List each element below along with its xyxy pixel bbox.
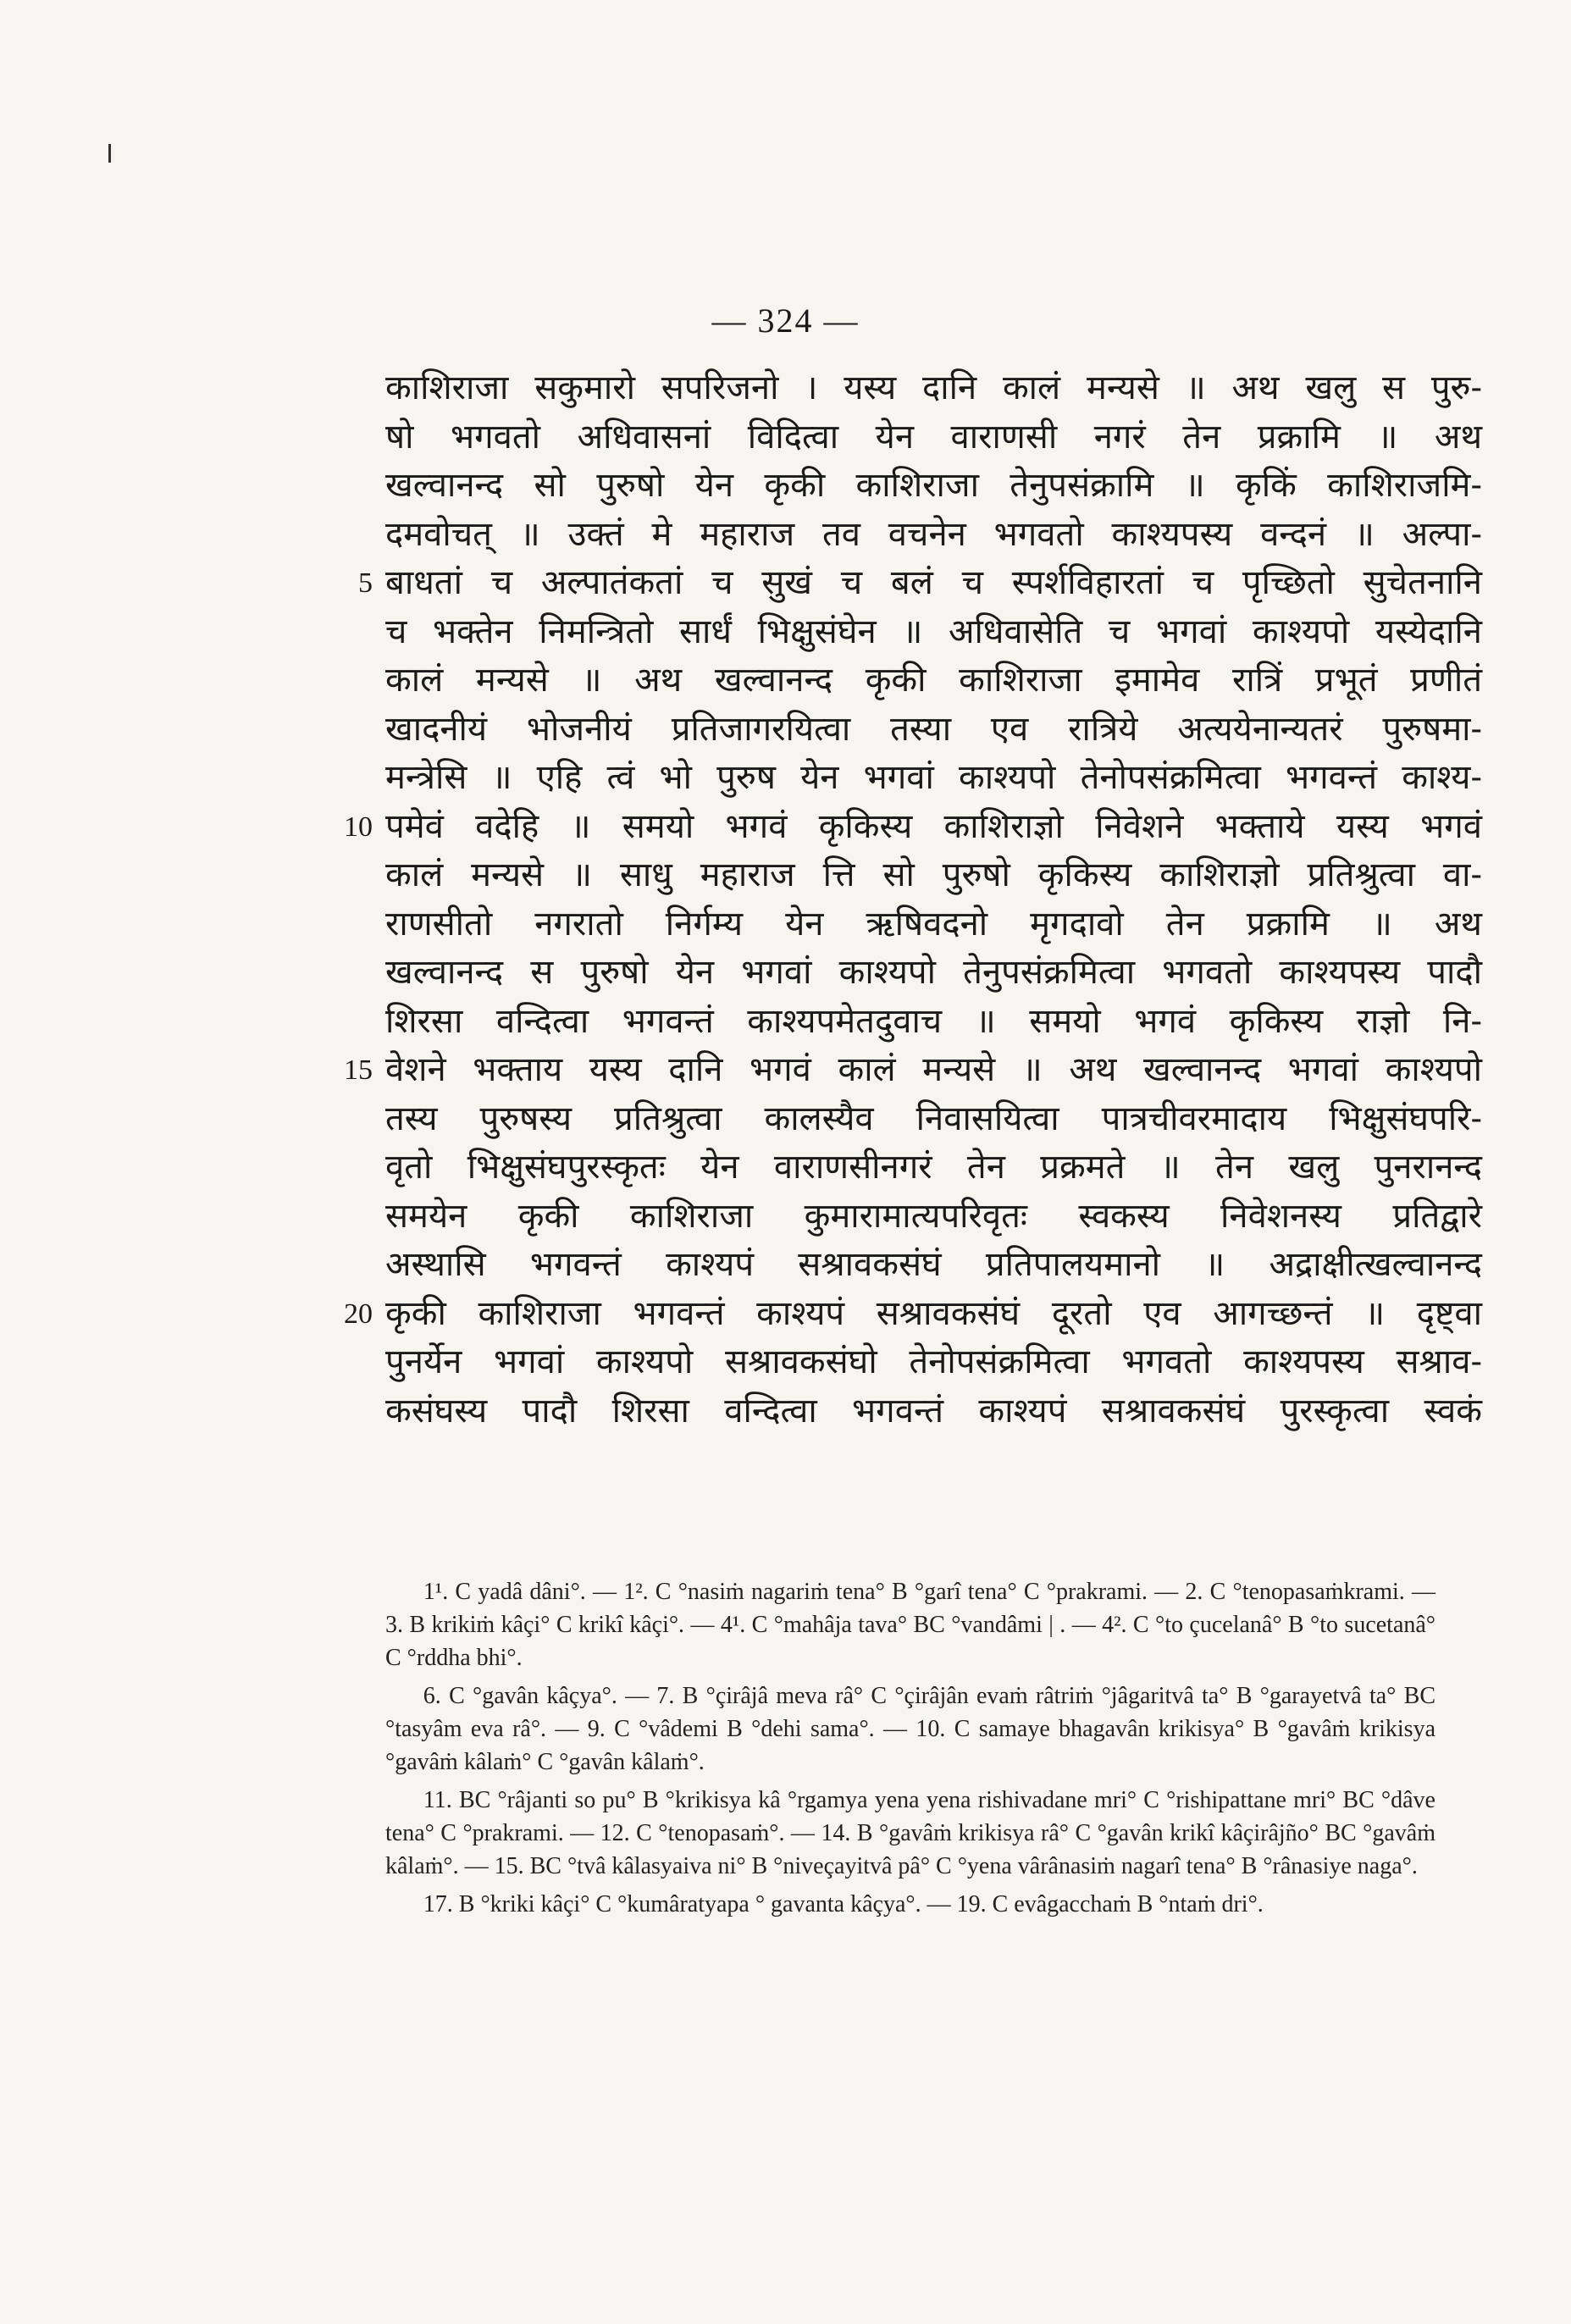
text-line [385, 1192, 1482, 1242]
footnote-paragraph: 1¹. C yadâ dâni°. — 1². C °nasiṁ nagariṁ tena° B °garî tena° C °prakrami. — 2. C °tenopasaṁkrami. — 3. B krikiṁ kâçi° C krikî kâçi°. — 4¹. C °mahâja tava° BC °vandâmi | . — 4². C °to çucelanâ° B °to sucetanâ° C °rddha bhi°. [385, 1579, 1435, 1671]
text-line [344, 803, 1482, 852]
text-line [385, 462, 1482, 511]
margin-speck [108, 144, 111, 163]
line-text: शिरसा वन्दित्वा भगवन्तं काश्यपमेतदुवाच ॥ समयो भगवं कृकिस्य राज्ञो नि- [385, 1001, 1482, 1041]
line-text: बाधतां च अल्पातंकतां च सुखं च बलं च स्पर्शविहारतां च पृच्छितो सुचेतनानि [385, 563, 1482, 602]
line-text: कालं मन्यसे ॥ अथ खल्वानन्द कृकी काशिराजा इमामेव रात्रिं प्रभूतं प्रणीतं [385, 661, 1482, 700]
line-text: षो भगवतो अधिवासनां विदित्वा येन वाराणसी नगरं तेन प्रक्रामि ॥ अथ [385, 417, 1482, 456]
text-line [385, 1338, 1482, 1387]
text-line [344, 1290, 1482, 1339]
text-line [385, 413, 1482, 462]
text-line [358, 559, 1482, 608]
line-text: पमेवं वदेहि ॥ समयो भगवं कृकिस्य काशिराज्ञो निवेशने भक्ताये यस्य भगवं [385, 806, 1482, 846]
text-line [385, 364, 1482, 413]
text-line [385, 998, 1482, 1047]
text-line [385, 754, 1482, 803]
line-text: खल्वानन्द सो पुरुषो येन कृकी काशिराजा तेनुपसंक्रामि ॥ कृकिं काशिराजमि- [385, 466, 1482, 505]
footnote-paragraph: 17. B °kriki kâçi° C °kumâratyapa ° gavanta kâçya°. — 19. C evâgacchaṁ B °ntaṁ dri°. [423, 1891, 1264, 1917]
text-line [385, 511, 1482, 560]
footnote-paragraph: 11. BC °râjanti so pu° B °krikisya kâ °rgamya yena yena rishivadane mri° C °rishipattane mri° BC °dâve tena° C °prakrami. — 12. C °tenopasaṁ°. — 14. B °gavâṁ krikisya râ° C °gavân krikî kâçirâjño° BC °gavâṁ kâlaṁ°. — 15. BC °tvâ kâlasyaiva ni° B °niveçayitvâ pâ° C °yena vârânasiṁ nagarî tena° B °rânasiye naga°. [385, 1787, 1435, 1879]
line-text: कालं मन्यसे ॥ साधु महाराज त्ति सो पुरुषो कृकिस्य काशिराज्ञो प्रतिश्रुत्वा वा- [385, 855, 1482, 894]
line-number: 20 [344, 1298, 373, 1330]
text-line [385, 1095, 1482, 1144]
text-line [385, 851, 1482, 900]
page-number: — 324 — [711, 302, 860, 340]
text-line [385, 1387, 1482, 1436]
line-text: दमवोचत् ॥ उक्तं मे महाराज तव वचनेन भगवतो काश्यपस्य वन्दनं ॥ अल्पा- [385, 514, 1482, 554]
main-text-block [344, 364, 1482, 1436]
line-number: 10 [344, 811, 373, 843]
line-text: अस्थासि भगवन्तं काश्यपं सश्रावकसंघं प्रतिपालयमानो ॥ अद्राक्षीत्खल्वानन्द [385, 1245, 1482, 1284]
line-text: च भक्तेन निमन्त्रितो सार्धं भिक्षुसंघेन ॥ अधिवासेति च भगवां काश्यपो यस्येदानि [385, 611, 1482, 651]
text-line [385, 608, 1482, 657]
line-text: राणसीतो नगरातो निर्गम्य येन ऋषिवदनो मृगदावो तेन प्रक्रामि ॥ अथ [385, 904, 1482, 943]
line-text: समयेन कृकी काशिराजा कुमारामात्यपरिवृतः स्वकस्य निवेशनस्य प्रतिद्वारे [385, 1196, 1482, 1236]
text-line [385, 656, 1482, 706]
text-line [344, 1046, 1482, 1095]
text-line [385, 706, 1482, 755]
text-line [385, 1143, 1482, 1192]
line-text: खल्वानन्द स पुरुषो येन भगवां काश्यपो तेनुपसंक्रमित्वा भगवतो काश्यपस्य पादौ [385, 953, 1482, 992]
line-text: कसंघस्य पादौ शिरसा वन्दित्वा भगवन्तं काश्यपं सश्रावकसंघं पुरस्कृत्वा स्वकं [385, 1391, 1482, 1430]
line-text: पुनर्येन भगवां काश्यपो सश्रावकसंघो तेनोपसंक्रमित्वा भगवतो काश्यपस्य सश्राव- [385, 1342, 1482, 1381]
line-text: वेशने भक्ताय यस्य दानि भगवं कालं मन्यसे ॥ अथ खल्वानन्द भगवां काश्यपो [385, 1050, 1482, 1089]
footnotes-block [385, 1575, 1435, 1926]
line-number: 15 [344, 1054, 373, 1086]
line-text: वृतो भिक्षुसंघपुरस्कृतः येन वाराणसीनगरं तेन प्रक्रमते ॥ तेन खलु पुनरानन्द [385, 1148, 1482, 1187]
line-text: तस्य पुरुषस्य प्रतिश्रुत्वा कालस्यैव निवासयित्वा पात्रचीवरमादाय भिक्षुसंघपरि- [385, 1098, 1482, 1138]
text-line [385, 949, 1482, 998]
line-text: खादनीयं भोजनीयं प्रतिजागरयित्वा तस्या एव रात्रिये अत्ययेनान्यतरं पुरुषमा- [385, 709, 1482, 749]
line-text: मन्त्रेसि ॥ एहि त्वं भो पुरुष येन भगवां काश्यपो तेनोपसंक्रमित्वा भगवन्तं काश्य- [385, 758, 1482, 797]
line-number: 5 [358, 567, 373, 599]
line-text: काशिराजा सकुमारो सपरिजनो । यस्य दानि कालं मन्यसे ॥ अथ खलु स पुरु- [385, 368, 1482, 407]
text-line [385, 1241, 1482, 1290]
text-line [385, 900, 1482, 949]
footnote-paragraph: 6. C °gavân kâçya°. — 7. B °çirâjâ meva râ° C °çirâjân evaṁ râtriṁ °jâgaritvâ ta° B °garayetvâ ta° BC °tasyâm eva râ°. — 9. C °vâdemi B °dehi sama°. — 10. C samaye bhagavân krikisya° B °gavâṁ krikisya °gavâṁ kâlaṁ° C °gavân kâlaṁ°. [385, 1683, 1435, 1775]
line-text: कृकी काशिराजा भगवन्तं काश्यपं सश्रावकसंघं दूरतो एव आगच्छन्तं ॥ दृष्ट्वा [385, 1293, 1482, 1333]
